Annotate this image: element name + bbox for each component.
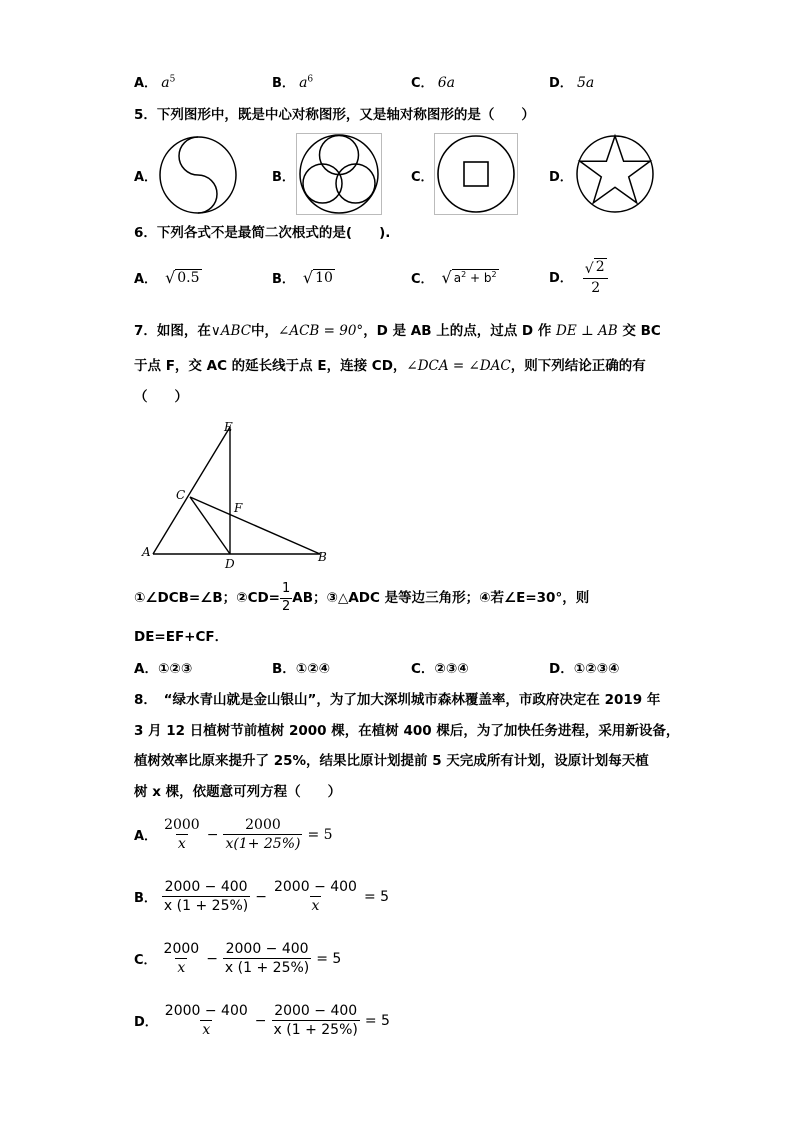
- denominator: x(1+ 25%): [225, 836, 301, 853]
- option-label: A．: [134, 272, 158, 287]
- numerator: 2000 − 400: [274, 1003, 358, 1019]
- coin-figure[interactable]: [434, 133, 518, 215]
- option-label: C．: [411, 272, 434, 287]
- q5-label-d[interactable]: D．: [549, 170, 573, 185]
- figure-outer-circle: [438, 136, 514, 212]
- option-label: B．: [272, 76, 295, 91]
- q8-line2: 3 月 12 日植树节前植树 2000 棵，在植树 400 棵后，为了加快任务进程，采用新设备，: [134, 723, 680, 739]
- fraction-left: [162, 879, 250, 914]
- denominator: x (1 + 25%): [163, 898, 249, 915]
- text: AB；③△ADC 是等边三角形；④若∠E=30°，则: [292, 590, 590, 607]
- q8-line4: 树 x 棵，依题意可列方程（ ）: [134, 784, 342, 800]
- q7-option-d[interactable]: [549, 660, 619, 678]
- option-label: D．: [134, 1015, 158, 1031]
- label-D: D: [225, 557, 235, 571]
- option-label: C．: [134, 953, 157, 969]
- q4-option-d[interactable]: [549, 72, 594, 91]
- option-exponent: 6: [307, 74, 314, 85]
- figure-petal-top: [320, 136, 359, 175]
- label-E: E: [224, 420, 233, 434]
- text: 7．如图，在: [134, 323, 211, 339]
- denominator: x (1 + 25%): [224, 960, 310, 977]
- equals-part: = 5: [307, 826, 333, 843]
- text: 中，: [251, 323, 279, 339]
- sqrt-argument: 0.5: [177, 269, 200, 286]
- q6-option-b[interactable]: [272, 268, 335, 287]
- figure-outer-circle: [577, 136, 653, 212]
- fraction-right: [223, 941, 311, 976]
- denominator: 2: [282, 598, 291, 614]
- sqrt-expression: √ 0.5: [165, 268, 200, 288]
- option-label: C．: [411, 76, 434, 91]
- denominator: x: [202, 1022, 211, 1039]
- label-C: C: [176, 488, 186, 502]
- sqrt-argument: 2: [595, 259, 605, 275]
- q7-conclusions: [134, 582, 589, 615]
- text: ，D 是 AB 上的点，过点 D 作: [363, 323, 552, 339]
- option-text: ①②③: [157, 661, 193, 677]
- q7-line1: [134, 322, 661, 340]
- q7-option-c[interactable]: [411, 660, 469, 678]
- sqrt-argument: 10: [315, 269, 333, 286]
- option-label: D．: [549, 76, 573, 91]
- fraction: √ 2 2: [583, 258, 609, 296]
- option-text: 5a: [576, 75, 595, 91]
- equals-part: = 5: [363, 888, 390, 905]
- fraction-left: [163, 1003, 250, 1038]
- q8-option-a[interactable]: [134, 817, 333, 852]
- q8-line1: 8． “绿水青山就是金山银山”，为了加大深圳城市森林覆盖率，市政府决定在 2019 年: [134, 692, 661, 708]
- option-exponent: 5: [169, 74, 176, 85]
- q8-line3: 植树效率比原来提升了 25%，结果比原计划提前 5 天完成所有计划，设原计划每天植: [134, 753, 649, 769]
- label-F: F: [234, 501, 243, 515]
- q5-label-b[interactable]: B．: [272, 170, 295, 185]
- q4-option-b[interactable]: [272, 72, 313, 91]
- var-a: a: [453, 271, 462, 286]
- option-base: a: [161, 75, 170, 91]
- fraction-right: [272, 1003, 360, 1038]
- option-label: A．: [134, 661, 158, 677]
- text: ，则下列结论正确的有: [510, 358, 646, 374]
- angle-equation: ∠DCA = ∠DAC: [406, 358, 511, 374]
- fraction-left: [162, 941, 202, 976]
- numerator: 2000 − 400: [164, 879, 248, 895]
- label-B: B: [318, 550, 327, 564]
- perpendicular-expression: DE ⊥ AB: [556, 323, 618, 339]
- denominator: 2: [583, 278, 608, 296]
- sqrt-expression: √ 10: [302, 268, 333, 288]
- denominator: x: [177, 836, 186, 853]
- numerator: 2000: [164, 817, 200, 833]
- sqrt-expression: √ $a^2 + b^2$: [441, 267, 497, 287]
- text: 于点 F，交 AC 的延长线于点 E，连接 CD，: [134, 358, 407, 374]
- denominator: x: [311, 898, 320, 915]
- angle-expression: ∠ACB = 90°: [278, 323, 364, 339]
- numerator: 2000 − 400: [164, 1003, 248, 1019]
- denominator: x: [177, 960, 186, 977]
- operator: −: [206, 826, 219, 843]
- equals-part: = 5: [316, 950, 342, 967]
- triangle-symbol: ∨ABC: [210, 323, 252, 339]
- q8-option-b[interactable]: [134, 879, 389, 914]
- option-text: ①②④: [295, 661, 331, 677]
- var-b: b: [483, 271, 492, 286]
- figure-inner-square: [464, 162, 488, 186]
- option-text: ②③④: [434, 661, 469, 677]
- exponent: 2: [461, 270, 467, 280]
- q6-option-a[interactable]: [134, 268, 202, 287]
- option-label: C．: [411, 661, 435, 677]
- numerator: 1: [282, 581, 291, 596]
- q7-option-b[interactable]: [272, 660, 330, 678]
- text: 交 BC: [622, 323, 661, 339]
- q8-option-c[interactable]: [134, 941, 341, 976]
- option-label: D．: [549, 661, 574, 677]
- numerator: 2000 − 400: [225, 941, 309, 957]
- option-label: A．: [134, 829, 158, 845]
- option-label: A．: [134, 76, 158, 91]
- operator: −: [255, 888, 267, 905]
- q8-option-d[interactable]: [134, 1003, 390, 1038]
- fraction-half: [280, 582, 292, 615]
- q5-label-a[interactable]: A．: [134, 170, 158, 185]
- q7-conclusion-line2: DE=EF+CF．: [134, 629, 229, 645]
- yin-yang-figure[interactable]: [158, 135, 238, 215]
- figure-frame: [435, 134, 518, 215]
- operator: −: [206, 950, 218, 967]
- option-label: B．: [134, 891, 157, 907]
- exponent: 2: [491, 270, 497, 280]
- option-text: 6a: [437, 75, 455, 91]
- q4-option-c[interactable]: [411, 72, 455, 91]
- numerator: 2000: [163, 941, 200, 957]
- plus-sign: +: [470, 271, 481, 286]
- text: ①∠DCB=∠B；②CD=: [134, 590, 280, 607]
- figure-star: [580, 136, 650, 203]
- q4-option-a[interactable]: [134, 72, 175, 91]
- numerator: 2000 − 400: [273, 879, 357, 895]
- equals-part: = 5: [364, 1012, 390, 1029]
- q7-geometry-figure: [138, 416, 338, 574]
- q7-line3: （ ）: [134, 389, 188, 405]
- figure-s-curve: [179, 137, 217, 213]
- fraction-left: [162, 817, 202, 852]
- fraction-right: [223, 817, 302, 852]
- fraction-right: [272, 879, 359, 914]
- q6-stem: 6．下列各式不是最简二次根式的是( ).: [134, 225, 391, 241]
- q6-option-d[interactable]: [549, 258, 609, 296]
- q7-option-a[interactable]: [134, 660, 192, 678]
- operator: −: [254, 1012, 267, 1029]
- denominator: x (1 + 25%): [273, 1022, 358, 1039]
- numerator: 2000: [245, 817, 281, 833]
- q6-option-c[interactable]: [411, 268, 499, 287]
- option-label: D．: [549, 271, 573, 287]
- option-base: a: [299, 75, 308, 91]
- q7-line2: [134, 357, 646, 375]
- option-text: ①②③④: [573, 661, 620, 677]
- label-A: A: [142, 545, 151, 559]
- option-label: B．: [272, 661, 296, 677]
- trefoil-figure[interactable]: [296, 133, 382, 215]
- option-label: B．: [272, 272, 295, 287]
- q5-stem: 5．下列图形中，既是中心对称图形，又是轴对称图形的是（ ）: [134, 107, 535, 123]
- star-figure[interactable]: [574, 133, 656, 215]
- segment-AE: [153, 427, 230, 554]
- q5-label-c[interactable]: C．: [411, 170, 434, 185]
